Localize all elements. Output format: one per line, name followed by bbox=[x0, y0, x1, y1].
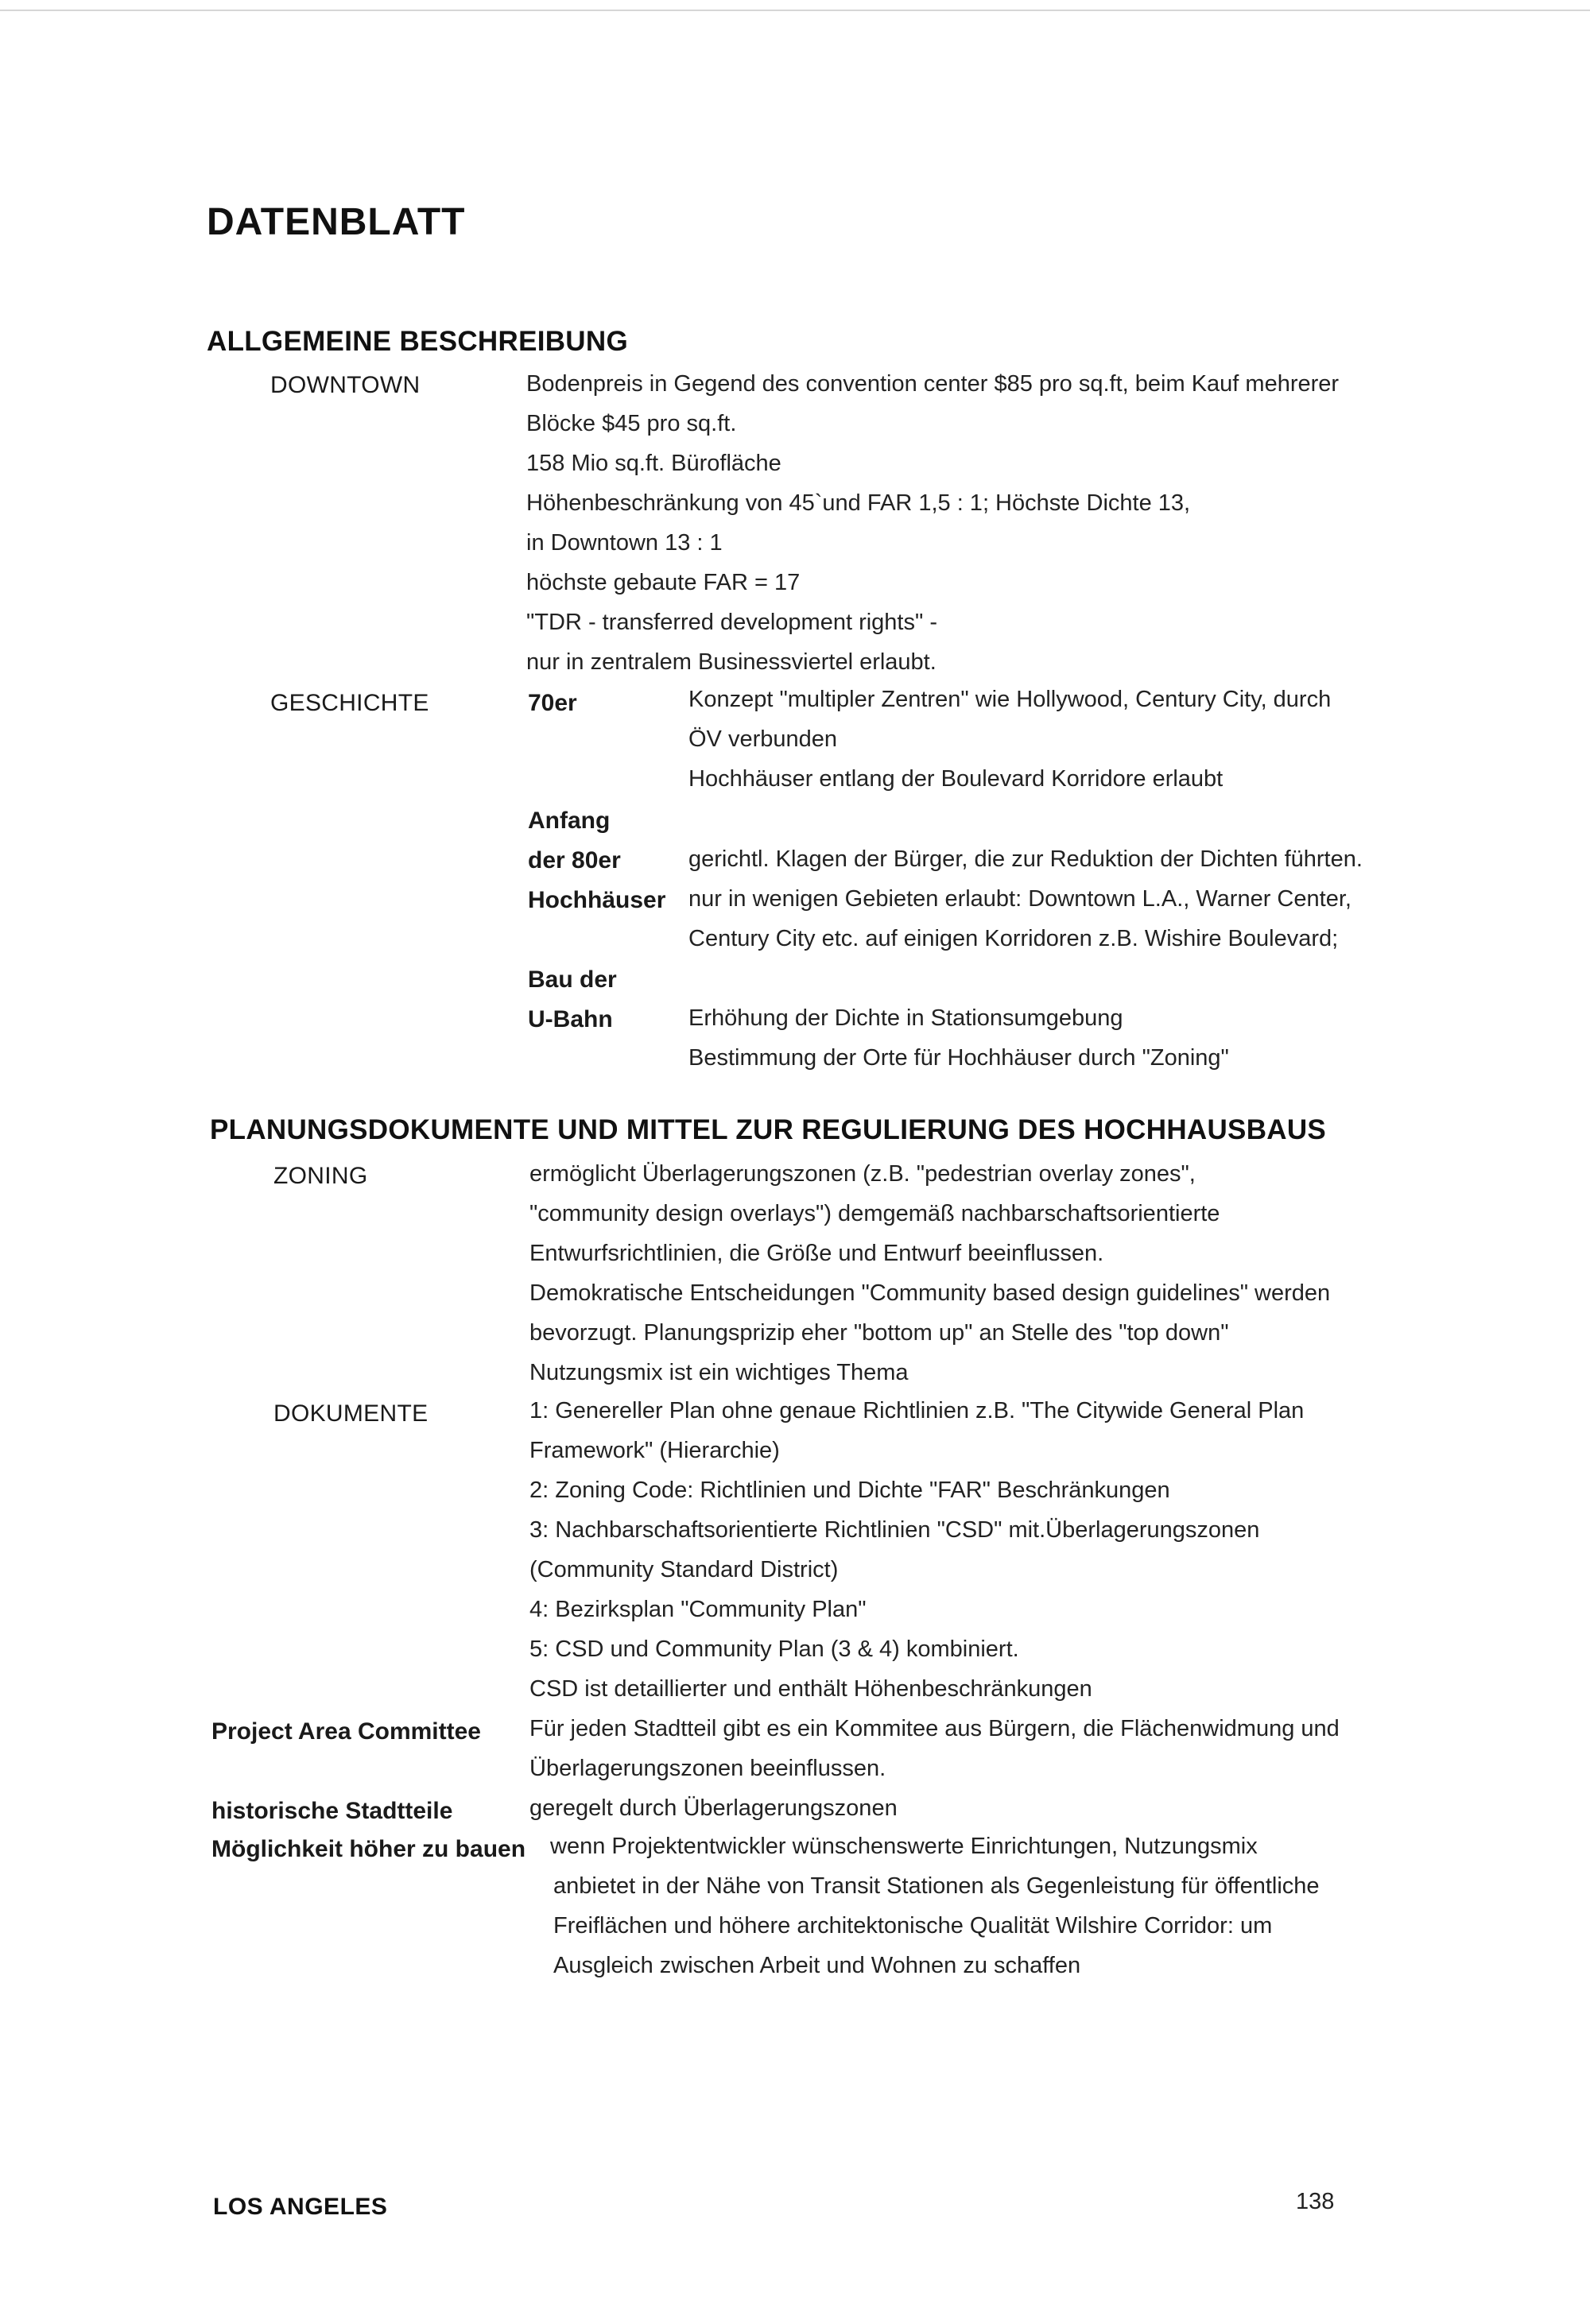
text-line: in Downtown 13 : 1 bbox=[526, 530, 723, 556]
label-project-area-committee: Project Area Committee bbox=[211, 1718, 481, 1745]
text-line: Bestimmung der Orte für Hochhäuser durch "Zoning" bbox=[688, 1045, 1229, 1071]
label-zoning: ZONING bbox=[273, 1163, 368, 1189]
zoning-text bbox=[529, 1154, 1330, 1392]
section-heading-planungsdokumente: PLANUNGSDOKUMENTE UND MITTEL ZUR REGULIERUNG DES HOCHHAUSBAUS bbox=[210, 1114, 1327, 1145]
text-line: 3: Nachbarschaftsorientierte Richtlinien "CSD" mit.Überlagerungszonen bbox=[529, 1517, 1260, 1543]
text-line: Nutzungsmix ist ein wichtiges Thema bbox=[529, 1360, 909, 1385]
text-line: Für jeden Stadtteil gibt es ein Kommitee aus Bürgern, die Flächenwidmung und bbox=[529, 1716, 1340, 1741]
text-line: "TDR - transferred development rights" - bbox=[526, 610, 937, 635]
text-line: ÖV verbunden bbox=[688, 726, 838, 752]
text-line: nur in zentralem Businessviertel erlaubt. bbox=[526, 649, 937, 675]
text-line: nur in wenigen Gebieten erlaubt: Downtown L.A., Warner Center, bbox=[688, 886, 1352, 912]
text-line: 1: Genereller Plan ohne genaue Richtlinien z.B. "The Citywide General Plan bbox=[529, 1398, 1305, 1423]
text-line: Ausgleich zwischen Arbeit und Wohnen zu schaffen bbox=[553, 1953, 1081, 1978]
text-line: Höhenbeschränkung von 45`und FAR 1,5 : 1; Höchste Dichte 13, bbox=[526, 490, 1191, 516]
label-downtown: DOWNTOWN bbox=[270, 372, 421, 398]
text-line: "community design overlays") demgemäß nachbarschaftsorientierte bbox=[529, 1201, 1220, 1226]
text-line: gerichtl. Klagen der Bürger, die zur Reduktion der Dichten führten. bbox=[688, 846, 1363, 872]
label-historische-stadtteile: historische Stadtteile bbox=[211, 1798, 453, 1824]
text-line: Bodenpreis in Gegend des convention center $85 pro sq.ft, beim Kauf mehrerer bbox=[526, 371, 1340, 397]
text-line: wenn Projektentwickler wünschenswerte Einrichtungen, Nutzungsmix bbox=[550, 1834, 1258, 1859]
footer-city: LOS ANGELES bbox=[213, 2194, 388, 2220]
label-moeglichkeit-hoeher-zu-bauen: Möglichkeit höher zu bauen bbox=[211, 1836, 526, 1862]
text-line: 5: CSD und Community Plan (3 & 4) kombiniert. bbox=[529, 1636, 1019, 1662]
text-line: bevorzugt. Planungsprizip eher "bottom up" an Stelle des "top down" bbox=[529, 1320, 1229, 1346]
text-line: Freiflächen und höhere architektonische Qualität Wilshire Corridor: um bbox=[553, 1913, 1273, 1939]
period-text-hochhaeuser bbox=[688, 879, 1352, 959]
text-line: Konzept "multipler Zentren" wie Hollywood, Century City, durch bbox=[688, 687, 1332, 712]
text-line: Century City etc. auf einigen Korridoren z.B. Wishire Boulevard; bbox=[688, 926, 1339, 951]
text-line: Blöcke $45 pro sq.ft. bbox=[526, 411, 737, 436]
text-line: ermöglicht Überlagerungszonen (z.B. "pedestrian overlay zones", bbox=[529, 1161, 1196, 1187]
label-geschichte: GESCHICHTE bbox=[270, 690, 429, 716]
period-term-der-80er: der 80er bbox=[528, 847, 621, 873]
historisch-text bbox=[529, 1788, 898, 1828]
period-term-u-bahn: U-Bahn bbox=[528, 1006, 613, 1032]
period-term-anfang: Anfang bbox=[528, 808, 611, 834]
text-line: Framework" (Hierarchie) bbox=[529, 1438, 780, 1463]
text-line: Hochhäuser entlang der Boulevard Korridore erlaubt bbox=[688, 766, 1224, 792]
text-line: 2: Zoning Code: Richtlinien und Dichte "FAR" Beschränkungen bbox=[529, 1478, 1170, 1503]
section-heading-allgemeine-beschreibung: ALLGEMEINE BESCHREIBUNG bbox=[207, 326, 628, 357]
text-line: 4: Bezirksplan "Community Plan" bbox=[529, 1597, 867, 1622]
text-line: Erhöhung der Dichte in Stationsumgebung bbox=[688, 1005, 1123, 1031]
hoeher-first-line bbox=[550, 1826, 1258, 1866]
dokumente-text bbox=[529, 1391, 1304, 1709]
period-term-bau-der: Bau der bbox=[528, 966, 617, 993]
text-line: 158 Mio sq.ft. Bürofläche bbox=[526, 451, 781, 476]
page-title: DATENBLATT bbox=[207, 201, 466, 243]
text-line: Demokratische Entscheidungen "Community based design guidelines" werden bbox=[529, 1280, 1331, 1306]
period-text-80er bbox=[688, 839, 1363, 879]
text-line: geregelt durch Überlagerungszonen bbox=[529, 1795, 898, 1821]
period-term-hochhaeuser: Hochhäuser bbox=[528, 887, 666, 913]
text-line: Überlagerungszonen beeinflussen. bbox=[529, 1756, 886, 1781]
text-line: höchste gebaute FAR = 17 bbox=[526, 570, 801, 595]
downtown-text bbox=[526, 364, 1339, 682]
committee-text bbox=[529, 1709, 1340, 1788]
period-text-u-bahn bbox=[688, 998, 1229, 1078]
hoeher-text bbox=[553, 1866, 1320, 1985]
text-line: (Community Standard District) bbox=[529, 1557, 839, 1582]
page-top-rule bbox=[0, 10, 1590, 11]
period-term-70er: 70er bbox=[528, 690, 577, 716]
text-line: anbietet in der Nähe von Transit Stationen als Gegenleistung für öffentliche bbox=[553, 1873, 1320, 1899]
text-line: CSD ist detaillierter und enthält Höhenbeschränkungen bbox=[529, 1676, 1092, 1702]
text-line: Entwurfsrichtlinien, die Größe und Entwurf beeinflussen. bbox=[529, 1241, 1104, 1266]
label-dokumente: DOKUMENTE bbox=[273, 1400, 429, 1427]
page-number: 138 bbox=[1296, 2189, 1335, 2214]
period-text-70er bbox=[688, 680, 1331, 799]
